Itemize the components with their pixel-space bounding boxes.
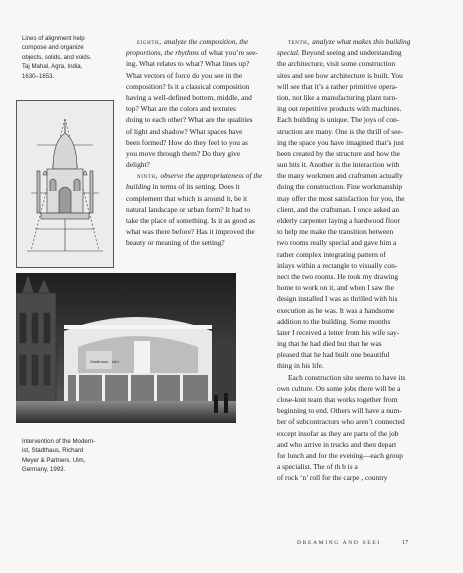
text-line: special. Beyond seeing and understanding — [277, 48, 402, 58]
text-line: addition to the building. Some months — [277, 316, 391, 326]
text-line: sites and see how architecture is built. You — [277, 70, 403, 80]
text-line: home to work on it, and when I saw the — [277, 283, 394, 293]
text-line: you move through them? Do they give — [126, 148, 241, 158]
text-line: nect the two rooms. He took my drawing — [277, 271, 399, 281]
caption-line: compose and organize — [22, 44, 84, 52]
text-line: two rooms really special and gave him a — [277, 238, 397, 248]
text-line: of light and shadow? What spaces have — [126, 126, 243, 136]
text-line: the architecture, visit some construction — [277, 59, 396, 69]
paragraph — [277, 372, 435, 484]
taj-mahal-drawing — [17, 101, 113, 267]
text-line: Each building is unique. The joys of con- — [277, 115, 400, 125]
paragraph — [126, 36, 262, 170]
text-line: elderly carpenter laying a hardwood floor — [277, 216, 400, 225]
stadthaus-image — [16, 273, 236, 423]
stadthaus-caption — [22, 437, 95, 475]
page-number: 17 — [401, 539, 409, 546]
caption-line: Lines of alignment help — [22, 35, 85, 42]
text-line: ing that he had died but that he was — [277, 339, 382, 349]
text-line: later I received a letter from his wife say- — [277, 327, 400, 337]
text-line: tion, not like a manufacturing plant turn- — [277, 92, 398, 102]
caption-line: Germany, 1993. — [22, 466, 66, 474]
text-line: may offer the most satisfaction for you, the — [277, 193, 405, 203]
text-line: design installed I was as thrilled with his — [277, 294, 398, 304]
text-line: client, and the craftsman. I once asked an — [277, 204, 400, 214]
caption-line: Meyer & Partners. Ulm, — [22, 456, 86, 464]
text-line: take the place of something. Is it as good as — [126, 216, 255, 225]
text-line: what was there before? Has it improved the — [126, 227, 255, 237]
text-line: pleased that he had built one beautiful — [277, 350, 390, 360]
text-line: and who arrive in trucks and then depart — [277, 439, 397, 449]
text-line: tenth, analyze what makes this building — [288, 37, 411, 46]
caption-line: 1630–1653. — [22, 72, 55, 80]
page-footer — [297, 539, 408, 546]
text-line: ing the space you have imagined that’s just — [277, 137, 405, 147]
text-line: composition? Is it a classical composition — [126, 81, 250, 91]
caption-line: objects, solids, and voids. — [22, 53, 92, 61]
text-line: sun hits it. Another is the interaction with — [277, 160, 400, 170]
text-line: doing to each other? What are the qualities — [126, 115, 253, 125]
text-line: eighth, analyze the composition, the — [137, 37, 249, 46]
text-line: to help me make the transition between — [277, 227, 394, 237]
paragraph — [277, 36, 435, 372]
text-line: will see that it’s a rather primitive opera- — [277, 81, 398, 91]
paragraph — [126, 170, 262, 248]
text-line: ing out repetitive products with machines. — [277, 104, 402, 114]
text-line: doing the construction. Fine workmanship — [277, 182, 403, 192]
right-text-column — [277, 36, 435, 484]
text-line: having a well-defined bottom, middle, and — [126, 92, 252, 102]
text-line: top? What are the colors and textures — [126, 104, 236, 114]
caption-line: Taj Mahal, Agra, India, — [22, 63, 83, 71]
text-line: rather complex integrating pattern of — [277, 249, 386, 259]
caption-line: ist, Stadthaus, Richard — [22, 447, 84, 455]
text-line: natural landscape or urban form? It had to — [126, 204, 251, 214]
text-line: own culture. On some jobs there will be a — [277, 383, 401, 393]
text-line: What vectors of force do you see in the — [126, 70, 243, 80]
text-line: the many workmen and craftsmen actually — [277, 171, 403, 181]
text-line: Each construction site seems to have its — [288, 372, 406, 382]
text-line: proportions, the rhythms of what you’re see- — [126, 48, 258, 58]
text-line: close-knit team that works together from — [277, 395, 398, 404]
stadthaus-photo — [16, 273, 236, 423]
text-line: beauty or meaning of the setting? — [126, 238, 225, 248]
text-line: execution as he was. It was a handsome — [277, 305, 395, 315]
text-line: thing in his life. — [277, 361, 324, 371]
text-line: ing. What relates to what? What lines up? — [126, 59, 250, 69]
building-sign: Stadthaus · Ulm — [90, 359, 119, 364]
text-line: inlays within a rectangle to visually con- — [277, 260, 398, 270]
text-line: a specialist. The of th b is a — [277, 462, 358, 472]
middle-text-column — [126, 36, 262, 249]
text-line: beginning to end. Others will have a num- — [277, 406, 402, 416]
taj-mahal-caption — [22, 34, 91, 81]
text-line: ber of subcontractors who aren’t connected — [277, 417, 405, 427]
text-line: building in terms of its setting. Does it — [126, 182, 240, 192]
text-line: of rock ‘n’ roll for the carpe , country — [277, 473, 388, 483]
text-line: struction are many. One is the thrill of see- — [277, 126, 404, 136]
text-line: delight? — [126, 160, 150, 170]
text-line: except insofar as they are parts of the job — [277, 428, 399, 438]
text-line: been created by the structure and how the — [277, 148, 400, 158]
running-head: DREAMING AND SEEI — [297, 540, 381, 546]
text-line: complement that which is around it, be it — [126, 193, 248, 203]
caption-line: Intervention of the Modern- — [22, 438, 96, 445]
taj-mahal-sketch — [16, 100, 114, 268]
text-line: ninth, observe the appropriateness of the — [137, 171, 263, 181]
text-line: for lunch and for the evening—each group — [277, 450, 404, 460]
text-line: been formed? How do they feel to you as — [126, 137, 248, 147]
